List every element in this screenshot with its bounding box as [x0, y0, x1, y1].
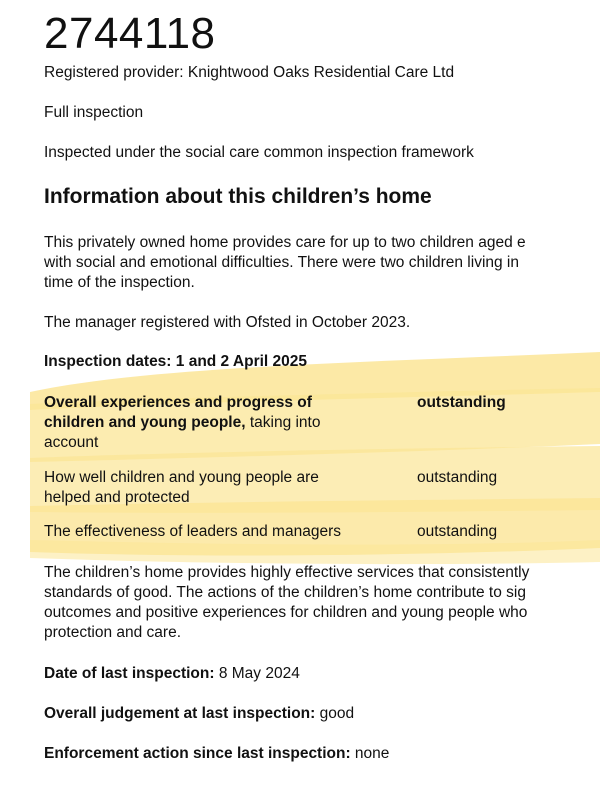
enforcement-action-value: none: [350, 745, 390, 762]
enforcement-action-label: Enforcement action since last inspection:: [44, 745, 351, 762]
helped-protected-label-line-1: How well children and young people are: [44, 469, 319, 486]
enforcement-action: [44, 744, 389, 764]
last-inspection-date-value: 8 May 2024: [214, 665, 300, 682]
manager-registration: The manager registered with Ofsted in October 2023.: [44, 314, 411, 331]
leaders-managers-label: The effectiveness of leaders and managers: [44, 523, 341, 540]
overall-judgement-label-bold: children and young people,: [44, 414, 246, 431]
summary-line-2: standards of good. The actions of the children’s home contribute to sig: [44, 584, 526, 601]
summary-line-1: The children’s home provides highly effective services that consistently: [44, 564, 530, 581]
section-heading: Information about this children’s home: [44, 185, 432, 208]
overall-judgement-label-line-1: Overall experiences and progress of: [44, 394, 312, 411]
last-inspection-judgement: [44, 704, 354, 724]
inspection-type: Full inspection: [44, 104, 144, 121]
overall-judgement-grade: outstanding: [417, 394, 506, 411]
home-description-line-1: This privately owned home provides care for up to two children aged e: [44, 234, 526, 251]
overall-judgement-label-line-2: [44, 413, 320, 433]
helped-protected-grade: outstanding: [417, 469, 498, 486]
reference-number: 2744118: [44, 9, 216, 58]
inspection-dates: Inspection dates: 1 and 2 April 2025: [44, 353, 308, 370]
leaders-managers-grade: outstanding: [417, 523, 498, 540]
overall-judgement-label-rest: taking into: [245, 414, 321, 431]
summary-line-3: outcomes and positive experiences for children and young people who: [44, 604, 528, 621]
last-inspection-judgement-label: Overall judgement at last inspection:: [44, 705, 316, 722]
last-inspection-date: [44, 664, 300, 684]
home-description-line-3: time of the inspection.: [44, 274, 195, 291]
helped-protected-label-line-2: helped and protected: [44, 489, 190, 506]
home-description-line-2: with social and emotional difficulties. There were two children living in: [44, 254, 519, 271]
inspection-framework: Inspected under the social care common inspection framework: [44, 144, 474, 161]
summary-line-4: protection and care.: [44, 624, 182, 641]
overall-judgement-label-line-3: account: [44, 434, 99, 451]
last-inspection-judgement-value: good: [315, 705, 355, 722]
registered-provider: Registered provider: Knightwood Oaks Residential Care Ltd: [44, 64, 455, 81]
last-inspection-date-label: Date of last inspection:: [44, 665, 215, 682]
